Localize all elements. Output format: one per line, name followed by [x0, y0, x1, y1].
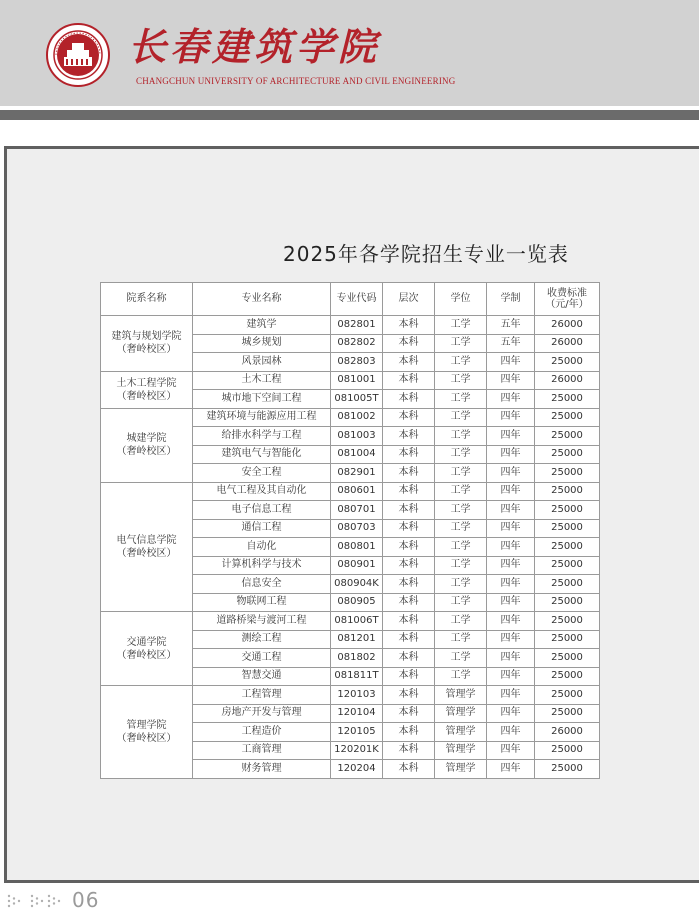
duration-cell: 四年	[487, 408, 535, 427]
page-header	[0, 0, 699, 106]
degree-cell: 工学	[435, 630, 487, 649]
duration-cell: 四年	[487, 556, 535, 575]
degree-cell: 工学	[435, 371, 487, 390]
duration-cell: 四年	[487, 427, 535, 446]
major-cell: 物联网工程	[193, 593, 331, 612]
duration-cell: 四年	[487, 612, 535, 631]
duration-cell: 四年	[487, 519, 535, 538]
duration-cell: 五年	[487, 334, 535, 353]
fee-cell: 25000	[535, 593, 600, 612]
fee-cell: 25000	[535, 482, 600, 501]
fee-cell: 25000	[535, 760, 600, 779]
code-cell: 080601	[331, 482, 383, 501]
fee-cell: 25000	[535, 464, 600, 483]
degree-cell: 工学	[435, 482, 487, 501]
major-cell: 计算机科学与技术	[193, 556, 331, 575]
code-cell: 081003	[331, 427, 383, 446]
duration-cell: 四年	[487, 501, 535, 520]
fee-cell: 25000	[535, 353, 600, 372]
major-cell: 信息安全	[193, 575, 331, 594]
fee-cell: 26000	[535, 334, 600, 353]
code-cell: 081802	[331, 649, 383, 668]
decorative-dots-icon	[6, 892, 66, 910]
level-cell: 本科	[383, 501, 435, 520]
degree-cell: 管理学	[435, 760, 487, 779]
level-cell: 本科	[383, 427, 435, 446]
code-cell: 082901	[331, 464, 383, 483]
code-cell: 120105	[331, 723, 383, 742]
degree-cell: 工学	[435, 612, 487, 631]
level-cell: 本科	[383, 538, 435, 557]
level-cell: 本科	[383, 464, 435, 483]
university-name-en: CHANGCHUN UNIVERSITY OF ARCHITECTURE AND CIVIL ENGINEERING	[136, 76, 456, 86]
fee-cell: 25000	[535, 427, 600, 446]
major-cell: 建筑环境与能源应用工程	[193, 408, 331, 427]
degree-cell: 工学	[435, 316, 487, 335]
duration-cell: 四年	[487, 353, 535, 372]
duration-cell: 四年	[487, 630, 535, 649]
fee-cell: 26000	[535, 723, 600, 742]
major-cell: 建筑电气与智能化	[193, 445, 331, 464]
major-cell: 工商管理	[193, 741, 331, 760]
level-cell: 本科	[383, 334, 435, 353]
level-cell: 本科	[383, 316, 435, 335]
duration-cell: 四年	[487, 686, 535, 705]
code-cell: 080905	[331, 593, 383, 612]
code-cell: 081004	[331, 445, 383, 464]
table-header-row	[101, 283, 600, 316]
code-cell: 082803	[331, 353, 383, 372]
page-title: 2025年各学院招生专业一览表	[283, 242, 569, 266]
table-body	[101, 316, 600, 779]
table-row	[101, 316, 600, 335]
table-row	[101, 612, 600, 631]
degree-cell: 工学	[435, 408, 487, 427]
header-college: 院系名称	[101, 283, 193, 316]
major-cell: 道路桥梁与渡河工程	[193, 612, 331, 631]
duration-cell: 四年	[487, 593, 535, 612]
code-cell: 120103	[331, 686, 383, 705]
college-name-cell: 建筑与规划学院 （奢岭校区）	[101, 316, 193, 372]
college-name-cell: 城建学院 （奢岭校区）	[101, 408, 193, 482]
major-cell: 房地产开发与管理	[193, 704, 331, 723]
level-cell: 本科	[383, 723, 435, 742]
fee-cell: 25000	[535, 667, 600, 686]
major-cell: 智慧交通	[193, 667, 331, 686]
duration-cell: 四年	[487, 649, 535, 668]
duration-cell: 四年	[487, 704, 535, 723]
degree-cell: 工学	[435, 556, 487, 575]
level-cell: 本科	[383, 445, 435, 464]
header-duration: 学制	[487, 283, 535, 316]
major-cell: 风景园林	[193, 353, 331, 372]
major-cell: 电气工程及其自动化	[193, 482, 331, 501]
code-cell: 081006T	[331, 612, 383, 631]
degree-cell: 管理学	[435, 723, 487, 742]
college-name-cell: 管理学院 （奢岭校区）	[101, 686, 193, 779]
duration-cell: 四年	[487, 723, 535, 742]
duration-cell: 四年	[487, 390, 535, 409]
duration-cell: 四年	[487, 538, 535, 557]
level-cell: 本科	[383, 353, 435, 372]
header-fee: 收费标准 （元/年）	[535, 283, 600, 316]
college-name-cell: 交通学院 （奢岭校区）	[101, 612, 193, 686]
code-cell: 120104	[331, 704, 383, 723]
header-degree: 学位	[435, 283, 487, 316]
fee-cell: 25000	[535, 501, 600, 520]
fee-cell: 26000	[535, 316, 600, 335]
degree-cell: 工学	[435, 667, 487, 686]
level-cell: 本科	[383, 686, 435, 705]
major-cell: 工程管理	[193, 686, 331, 705]
degree-cell: 工学	[435, 649, 487, 668]
code-cell: 081002	[331, 408, 383, 427]
major-cell: 自动化	[193, 538, 331, 557]
level-cell: 本科	[383, 371, 435, 390]
major-cell: 城乡规划	[193, 334, 331, 353]
degree-cell: 管理学	[435, 704, 487, 723]
code-cell: 080801	[331, 538, 383, 557]
level-cell: 本科	[383, 482, 435, 501]
fee-cell: 25000	[535, 741, 600, 760]
code-cell: 081001	[331, 371, 383, 390]
degree-cell: 管理学	[435, 741, 487, 760]
level-cell: 本科	[383, 612, 435, 631]
duration-cell: 四年	[487, 760, 535, 779]
fee-cell: 25000	[535, 538, 600, 557]
degree-cell: 工学	[435, 353, 487, 372]
level-cell: 本科	[383, 741, 435, 760]
major-cell: 建筑学	[193, 316, 331, 335]
degree-cell: 工学	[435, 464, 487, 483]
duration-cell: 四年	[487, 575, 535, 594]
header-level: 层次	[383, 283, 435, 316]
duration-cell: 四年	[487, 371, 535, 390]
fee-cell: 25000	[535, 575, 600, 594]
fee-cell: 25000	[535, 612, 600, 631]
degree-cell: 工学	[435, 519, 487, 538]
degree-cell: 工学	[435, 427, 487, 446]
degree-cell: 工学	[435, 390, 487, 409]
major-cell: 土木工程	[193, 371, 331, 390]
degree-cell: 工学	[435, 593, 487, 612]
code-cell: 080904K	[331, 575, 383, 594]
code-cell: 082801	[331, 316, 383, 335]
major-cell: 交通工程	[193, 649, 331, 668]
level-cell: 本科	[383, 704, 435, 723]
duration-cell: 五年	[487, 316, 535, 335]
fee-cell: 26000	[535, 371, 600, 390]
fee-cell: 25000	[535, 519, 600, 538]
code-cell: 082802	[331, 334, 383, 353]
major-cell: 财务管理	[193, 760, 331, 779]
college-name-cell: 土木工程学院 （奢岭校区）	[101, 371, 193, 408]
level-cell: 本科	[383, 556, 435, 575]
admissions-table	[100, 282, 600, 779]
major-cell: 工程造价	[193, 723, 331, 742]
duration-cell: 四年	[487, 445, 535, 464]
code-cell: 081811T	[331, 667, 383, 686]
degree-cell: 工学	[435, 334, 487, 353]
fee-cell: 25000	[535, 408, 600, 427]
code-cell: 080701	[331, 501, 383, 520]
code-cell: 080901	[331, 556, 383, 575]
level-cell: 本科	[383, 390, 435, 409]
level-cell: 本科	[383, 667, 435, 686]
fee-cell: 25000	[535, 630, 600, 649]
table-row	[101, 408, 600, 427]
code-cell: 081201	[331, 630, 383, 649]
major-cell: 电子信息工程	[193, 501, 331, 520]
degree-cell: 工学	[435, 538, 487, 557]
header-major: 专业名称	[193, 283, 331, 316]
major-cell: 测绘工程	[193, 630, 331, 649]
level-cell: 本科	[383, 760, 435, 779]
page-number: 06	[72, 888, 100, 912]
code-cell: 080703	[331, 519, 383, 538]
header-code: 专业代码	[331, 283, 383, 316]
major-cell: 通信工程	[193, 519, 331, 538]
code-cell: 120204	[331, 760, 383, 779]
duration-cell: 四年	[487, 741, 535, 760]
header-divider-band	[0, 110, 699, 120]
degree-cell: 工学	[435, 445, 487, 464]
university-seal-icon	[46, 23, 110, 87]
major-cell: 安全工程	[193, 464, 331, 483]
major-cell: 城市地下空间工程	[193, 390, 331, 409]
degree-cell: 工学	[435, 575, 487, 594]
fee-cell: 25000	[535, 556, 600, 575]
degree-cell: 工学	[435, 501, 487, 520]
code-cell: 081005T	[331, 390, 383, 409]
level-cell: 本科	[383, 575, 435, 594]
level-cell: 本科	[383, 593, 435, 612]
degree-cell: 管理学	[435, 686, 487, 705]
admissions-table-wrapper	[100, 282, 599, 779]
university-name-cn: 长春建筑学院	[128, 24, 381, 69]
duration-cell: 四年	[487, 464, 535, 483]
duration-cell: 四年	[487, 482, 535, 501]
fee-cell: 25000	[535, 686, 600, 705]
level-cell: 本科	[383, 519, 435, 538]
fee-cell: 25000	[535, 704, 600, 723]
major-cell: 给排水科学与工程	[193, 427, 331, 446]
code-cell: 120201K	[331, 741, 383, 760]
level-cell: 本科	[383, 408, 435, 427]
table-row	[101, 482, 600, 501]
level-cell: 本科	[383, 649, 435, 668]
fee-cell: 25000	[535, 390, 600, 409]
fee-cell: 25000	[535, 445, 600, 464]
fee-cell: 25000	[535, 649, 600, 668]
college-name-cell: 电气信息学院 （奢岭校区）	[101, 482, 193, 612]
table-row	[101, 686, 600, 705]
table-row	[101, 371, 600, 390]
duration-cell: 四年	[487, 667, 535, 686]
level-cell: 本科	[383, 630, 435, 649]
